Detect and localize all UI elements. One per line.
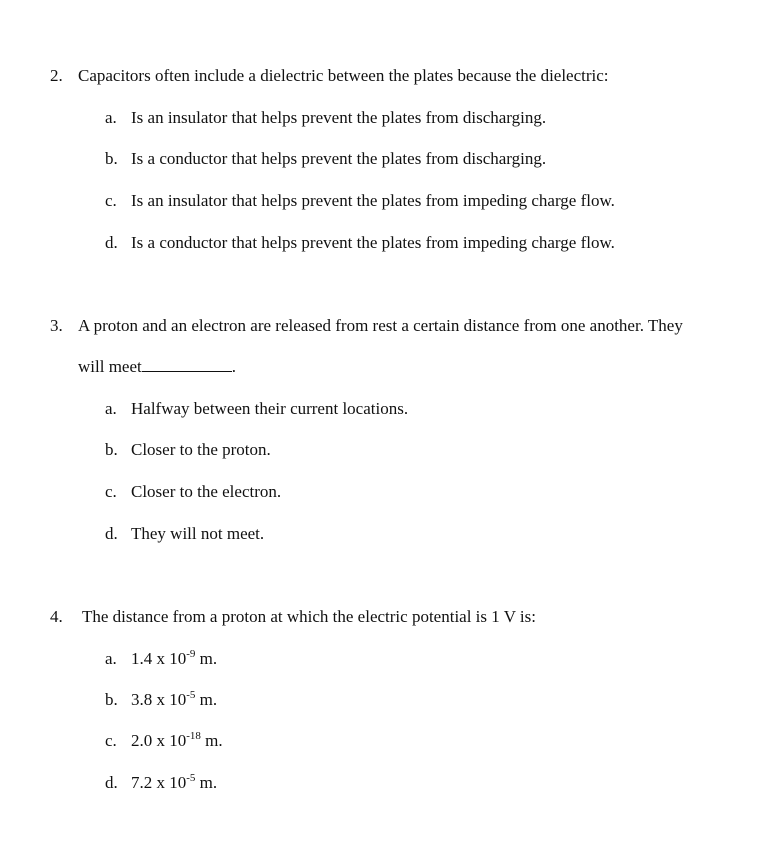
choice-letter: b. — [105, 149, 118, 168]
answer-blank — [142, 357, 232, 372]
question-number: 3. — [50, 316, 63, 335]
choice-letter: b. — [105, 440, 118, 459]
choice-mantissa: 7.2 x 10 — [131, 773, 187, 792]
choice-text: Is an insulator that helps prevent the plates from discharging. — [131, 108, 547, 127]
choice-text — [131, 773, 217, 793]
question-stem: The distance from a proton at which the electric potential is 1 V is: — [82, 607, 536, 626]
question-stem: Capacitors often include a dielectric between the plates because the dielectric: — [78, 66, 609, 85]
choice-letter: c. — [105, 731, 117, 750]
choice-unit: m. — [195, 773, 218, 792]
choice-text: Closer to the proton. — [131, 440, 271, 459]
choice-exponent: -9 — [186, 648, 196, 660]
choice-text — [131, 649, 217, 669]
choice-text — [131, 690, 217, 710]
choice-mantissa: 1.4 x 10 — [131, 649, 187, 668]
question-stem: A proton and an electron are released from rest a certain distance from one another. They — [78, 316, 683, 335]
choice-unit: m. — [200, 731, 223, 750]
choice-unit: m. — [195, 690, 218, 709]
choice-mantissa: 2.0 x 10 — [131, 731, 187, 750]
choice-text: Is a conductor that helps prevent the plates from impeding charge flow. — [131, 233, 615, 252]
choice-text: Closer to the electron. — [131, 482, 282, 501]
choice-letter: d. — [105, 233, 118, 252]
choice-unit: m. — [195, 649, 218, 668]
stem-period: . — [231, 357, 236, 376]
choice-exponent: -5 — [186, 689, 196, 701]
choice-exponent: -5 — [186, 772, 196, 784]
question-number: 4. — [50, 607, 63, 626]
choice-letter: c. — [105, 191, 117, 210]
choice-letter: a. — [105, 649, 117, 668]
choice-letter: b. — [105, 690, 118, 709]
choice-text — [131, 731, 223, 751]
choice-letter: a. — [105, 108, 117, 127]
choice-exponent: -18 — [186, 730, 201, 742]
choice-letter: c. — [105, 482, 117, 501]
choice-letter: d. — [105, 524, 118, 543]
stem-text: will meet — [78, 357, 142, 376]
choice-text: Is a conductor that helps prevent the plates from discharging. — [131, 149, 547, 168]
question-stem-continuation — [78, 357, 236, 377]
question-number: 2. — [50, 66, 63, 85]
choice-text: Halfway between their current locations. — [131, 399, 409, 418]
choice-letter: d. — [105, 773, 118, 792]
choice-text: Is an insulator that helps prevent the plates from impeding charge flow. — [131, 191, 615, 210]
choice-letter: a. — [105, 399, 117, 418]
choice-text: They will not meet. — [131, 524, 265, 543]
choice-mantissa: 3.8 x 10 — [131, 690, 187, 709]
